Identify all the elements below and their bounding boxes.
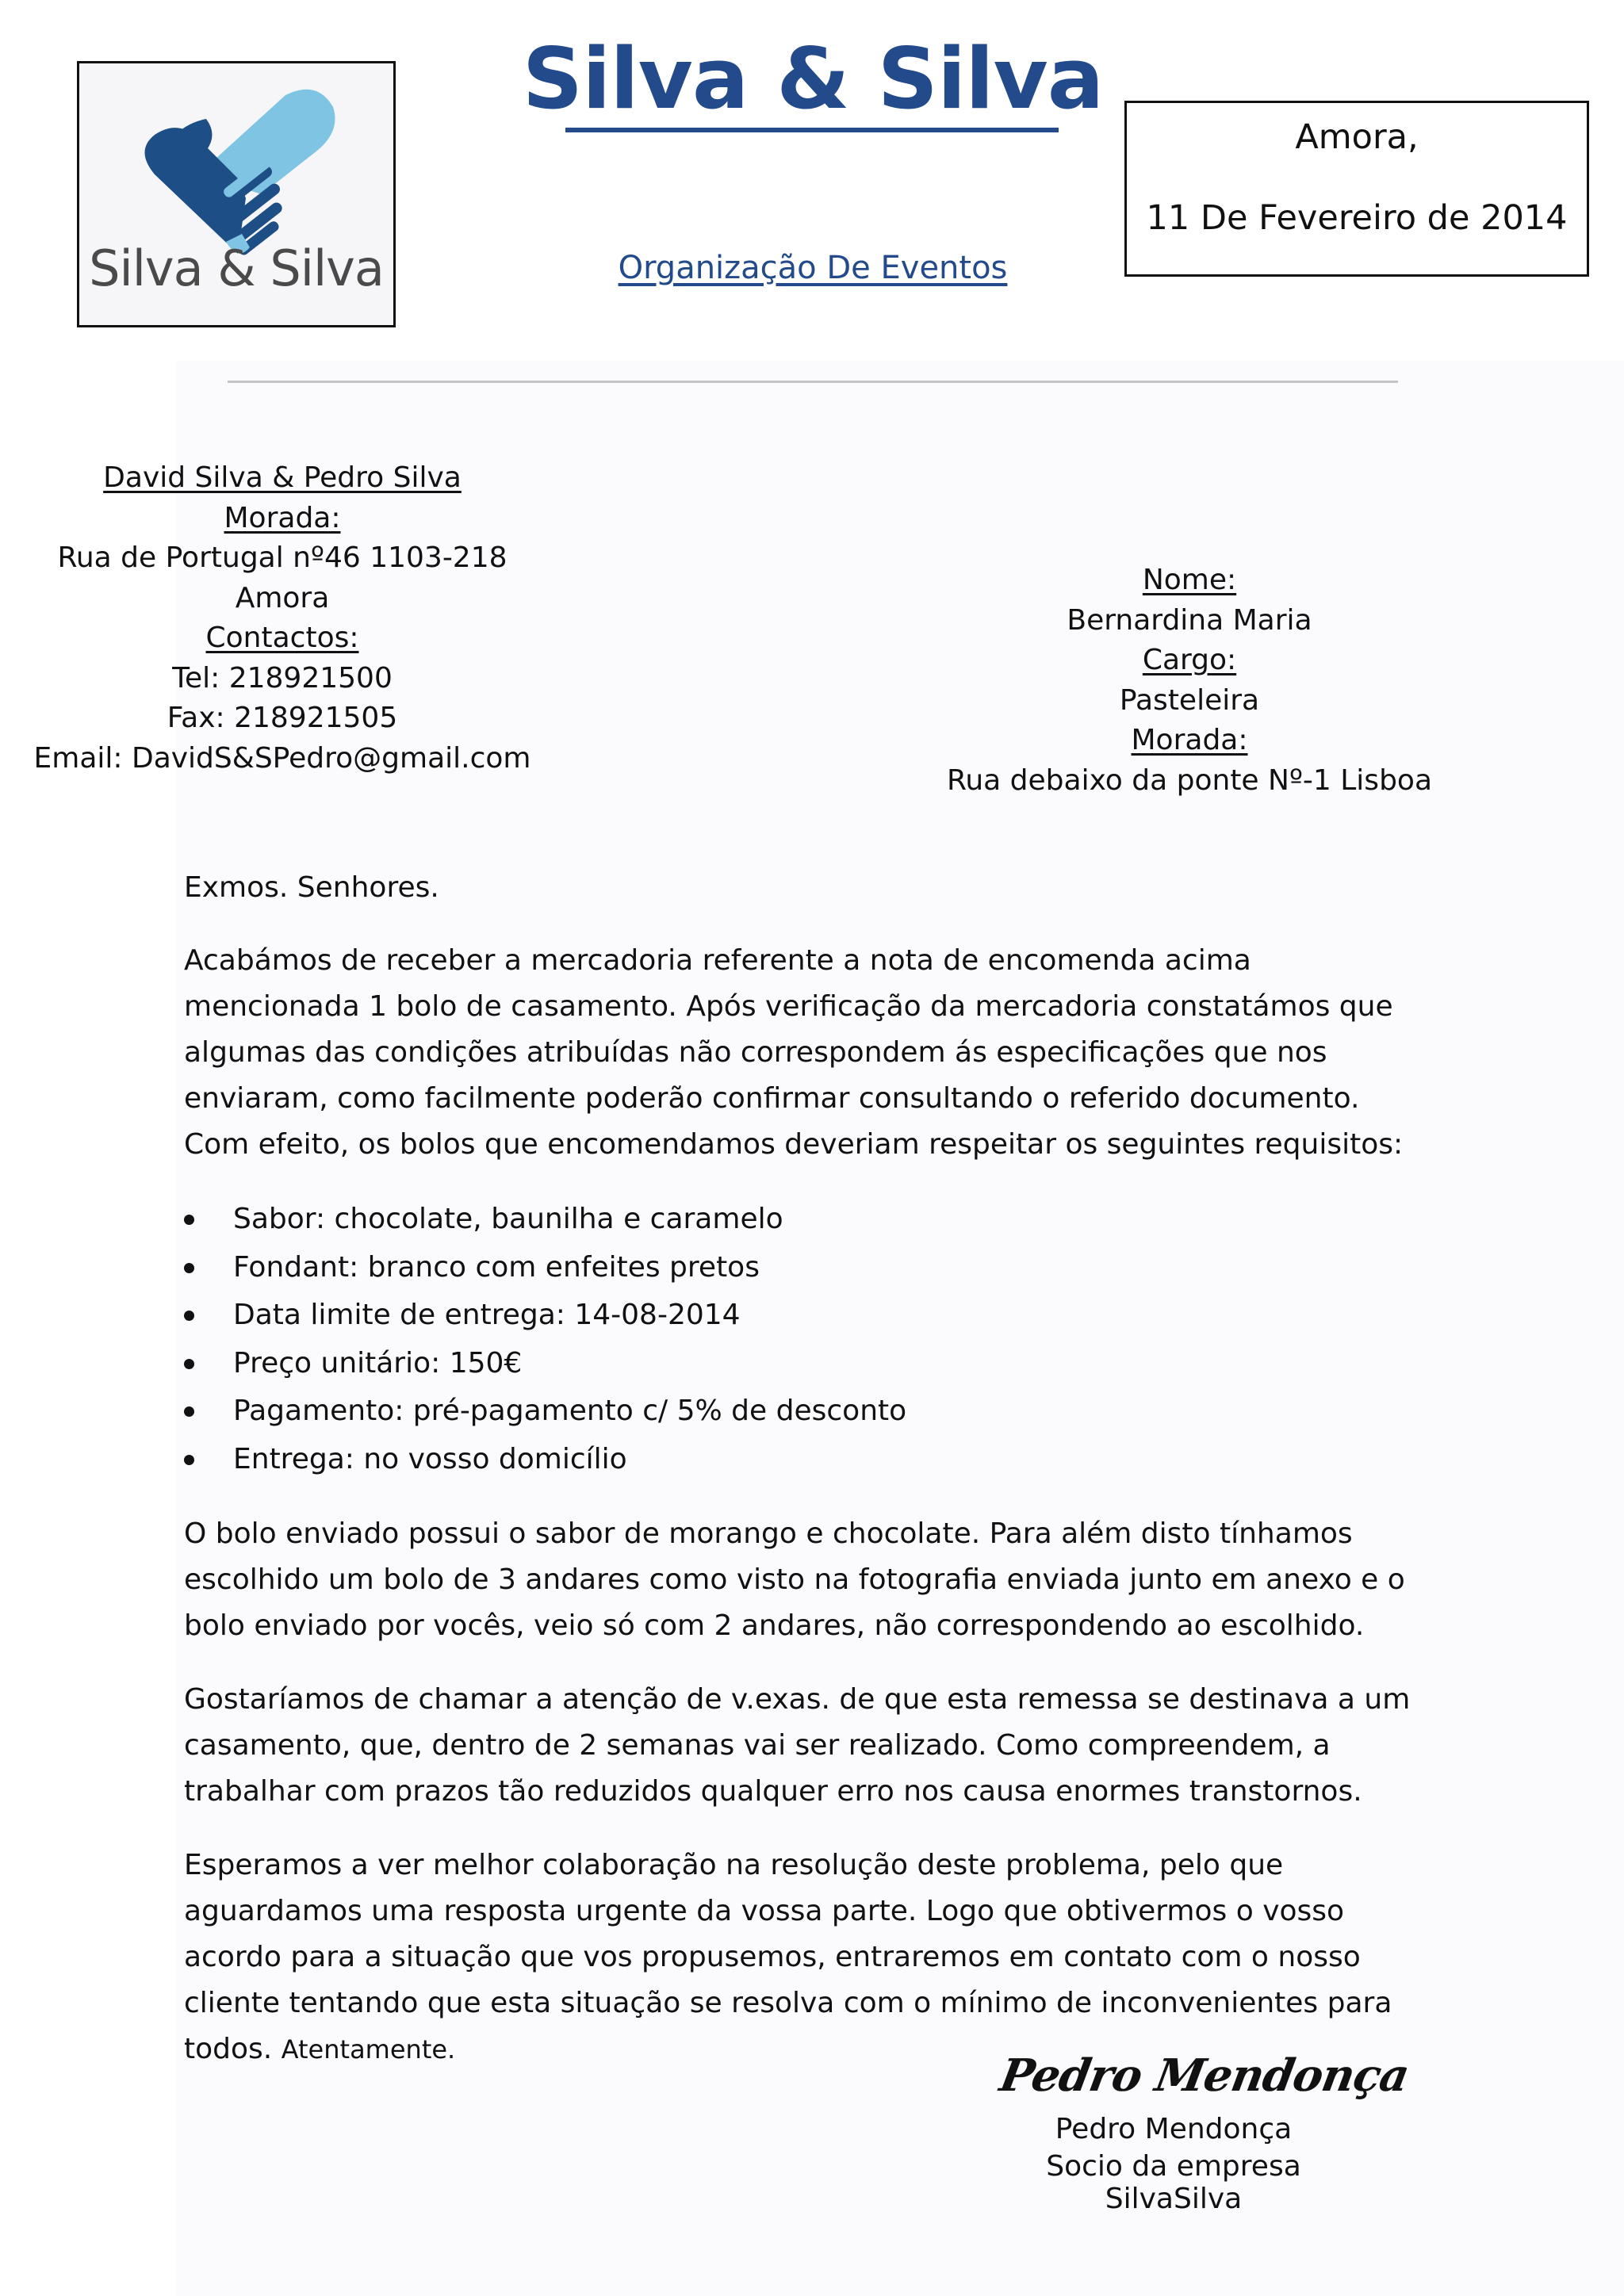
bullet-icon (184, 1406, 194, 1417)
sender-contacts-label: Contactos: (205, 622, 359, 654)
recipient-role-label: Cargo: (1142, 644, 1237, 676)
sender-address-line1: Rua de Portugal nº46 1103-218 (57, 541, 508, 574)
paragraph-4-text: Esperamos a ver melhor colaboração na resolução deste problema, pelo que aguardamos uma resposta urgente da vossa parte. Logo que obtivermos o vosso acordo para a situação que vos propusemos, entraremos em contato com o nosso cliente tentando que esta situação se resolva com o mínimo de inconvenientes para todos. (184, 1849, 1392, 2065)
bullet-icon (184, 1455, 194, 1465)
requirement-text: Entrega: no vosso domicílio (233, 1442, 627, 1475)
letter-body (184, 865, 1421, 2072)
requirements-list (184, 1196, 1421, 1483)
subtitle: Organização De Eventos (618, 250, 1008, 286)
paragraph-1: Acabámos de receber a mercadoria referente a nota de encomenda acima mencionada 1 bolo de casamento. Após verificação da mercadoria constatámos que algumas das condições atribuídas não correspondem ás especificações que nos enviaram, como facilmente poderão confirmar consultando o referido documento. Com efeito, os bolos que encomendamos deveriam respeitar os seguintes requisitos: (184, 944, 1404, 1161)
signer-name: Pedro Mendonça (1055, 2113, 1293, 2145)
recipient-block (920, 561, 1459, 801)
bullet-icon (184, 1359, 194, 1369)
paragraph-2: O bolo enviado possui o sabor de morango e chocolate. Para além disto tínhamos escolhido um bolo de 3 andares como visto na fotografia enviada junto em anexo e o bolo enviado por vocês, veio só com 2 andares, não correspondendo ao escolhido. (184, 1517, 1405, 1642)
paragraph-3: Gostaríamos de chamar a atenção de v.exas. de que esta remessa se destinava a um casamento, que, dentro de 2 semanas vai ser realizado. Como compreendem, a trabalhar com prazos tão reduzidos qualquer erro nos causa enormes transtornos. (184, 1683, 1411, 1808)
recipient-name-label: Nome: (1142, 564, 1237, 596)
bullet-icon (184, 1311, 194, 1321)
list-item (184, 1340, 1421, 1388)
closing: Atentamente. (281, 2034, 456, 2064)
recipient-role: Pasteleira (1119, 683, 1260, 717)
recipient-name: Bernardina Maria (1067, 603, 1312, 637)
sender-email: Email: DavidS&SPedro@gmail.com (33, 741, 531, 775)
list-item (184, 1244, 1421, 1292)
sender-names: David Silva & Pedro Silva (103, 461, 462, 494)
list-item (184, 1292, 1421, 1340)
signer-role: Socio da empresa SilvaSilva (1046, 2150, 1301, 2215)
sender-block (32, 458, 533, 779)
list-item (184, 1387, 1421, 1436)
header-divider (228, 381, 1398, 383)
sender-tel: Tel: 218921500 (172, 661, 393, 695)
sender-address-label: Morada: (224, 501, 341, 534)
recipient-address: Rua debaixo da ponte Nº-1 Lisboa (946, 763, 1433, 797)
date-box (1124, 101, 1589, 277)
sender-address-line2: Amora (235, 581, 330, 614)
bullet-icon (184, 1215, 194, 1225)
paragraph-4 (184, 1843, 1421, 2072)
requirement-text: Sabor: chocolate, baunilha e caramelo (233, 1203, 783, 1235)
requirement-text: Data limite de entrega: 14-08-2014 (233, 1299, 741, 1331)
bullet-icon (184, 1263, 194, 1273)
requirement-text: Preço unitário: 150€ (233, 1346, 523, 1380)
list-item (184, 1436, 1421, 1484)
date-value: 11 De Fevereiro de 2014 (1146, 198, 1568, 238)
requirement-text: Pagamento: pré-pagamento c/ 5% de desconto (233, 1395, 907, 1427)
company-logo (77, 61, 396, 327)
brand-title: Silva & Silva (522, 30, 1104, 128)
handwritten-signature: Pedro Mendonça (996, 2049, 1413, 2102)
recipient-address-label: Morada: (1131, 724, 1248, 756)
salutation: Exmos. Senhores. (184, 871, 439, 904)
list-item (184, 1196, 1421, 1244)
brand-underline (565, 128, 1059, 132)
sender-fax: Fax: 218921505 (167, 702, 398, 734)
requirement-text: Fondant: branco com enfeites pretos (233, 1250, 760, 1284)
date-city: Amora, (1295, 117, 1419, 157)
logo-text: Silva & Silva (89, 239, 384, 297)
